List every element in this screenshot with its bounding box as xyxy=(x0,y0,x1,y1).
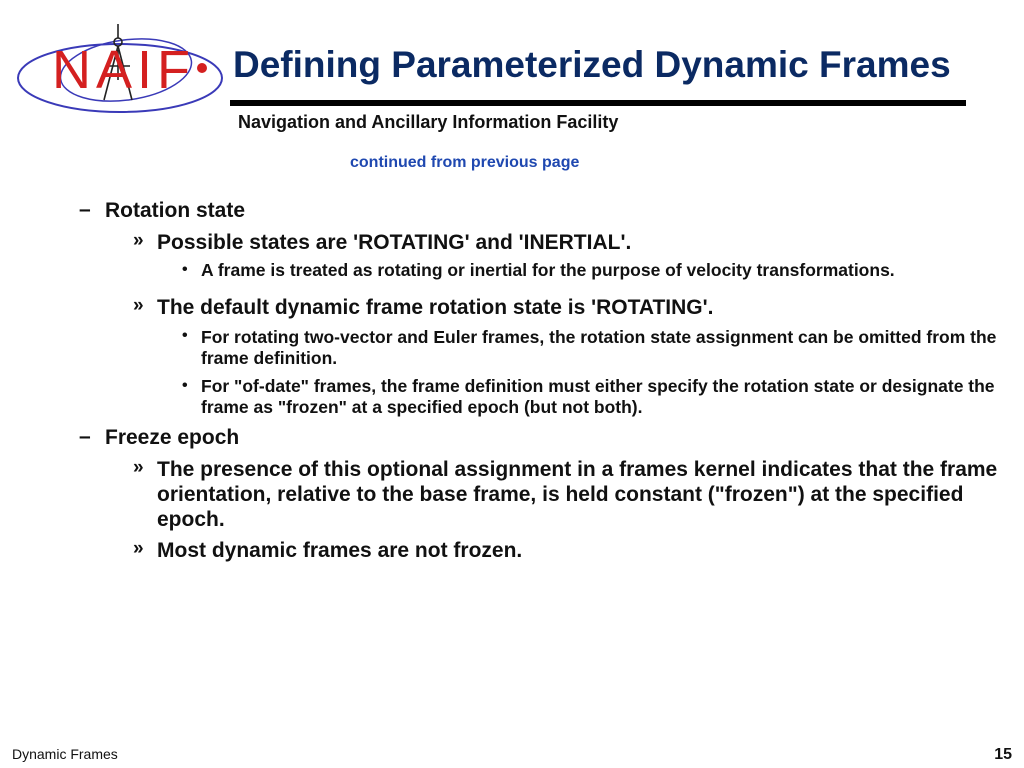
dot-marker: • xyxy=(182,261,188,278)
dash-marker: – xyxy=(79,198,91,221)
bullet-possible-states: Possible states are 'ROTATING' and 'INERTIAL'. xyxy=(157,231,632,254)
bullet-velocity-note: A frame is treated as rotating or inertial for the purpose of velocity transformations. xyxy=(201,260,895,280)
bullet-freeze-epoch: Freeze epoch xyxy=(105,426,240,449)
bullet-two-vector-note: For rotating two-vector and Euler frames, the rotation state assignment can be omitted from the frame definition. xyxy=(201,327,997,368)
bullet-presence: The presence of this optional assignment in a frames kernel indicates that the frame orientation, relative to the base frame, is held constant ("frozen") at the specified epoch. xyxy=(157,458,998,531)
chevron-marker: » xyxy=(133,457,144,478)
chevron-marker: » xyxy=(133,230,144,251)
logo-text: NAIF xyxy=(52,40,196,100)
chevron-marker: » xyxy=(133,295,144,316)
dot-marker: • xyxy=(182,327,188,344)
bullet-default-state: The default dynamic frame rotation state is 'ROTATING'. xyxy=(157,296,714,319)
dash-marker: – xyxy=(79,425,91,448)
footer-section-title: Dynamic Frames xyxy=(12,746,118,762)
bullet-of-date-note: For "of-date" frames, the frame definition must either specify the rotation state or designate the frame as "frozen" at a specified epoch (but not both). xyxy=(201,376,995,417)
chevron-marker: » xyxy=(133,538,144,559)
page-number: 15 xyxy=(994,746,1012,763)
page-title: Defining Parameterized Dynamic Frames xyxy=(233,44,951,85)
organization-subtitle: Navigation and Ancillary Information Facility xyxy=(238,112,619,132)
dot-marker: • xyxy=(182,377,188,394)
bullet-most-not-frozen: Most dynamic frames are not frozen. xyxy=(157,539,523,562)
bullet-rotation-state: Rotation state xyxy=(105,199,246,222)
continued-note: continued from previous page xyxy=(350,154,580,171)
